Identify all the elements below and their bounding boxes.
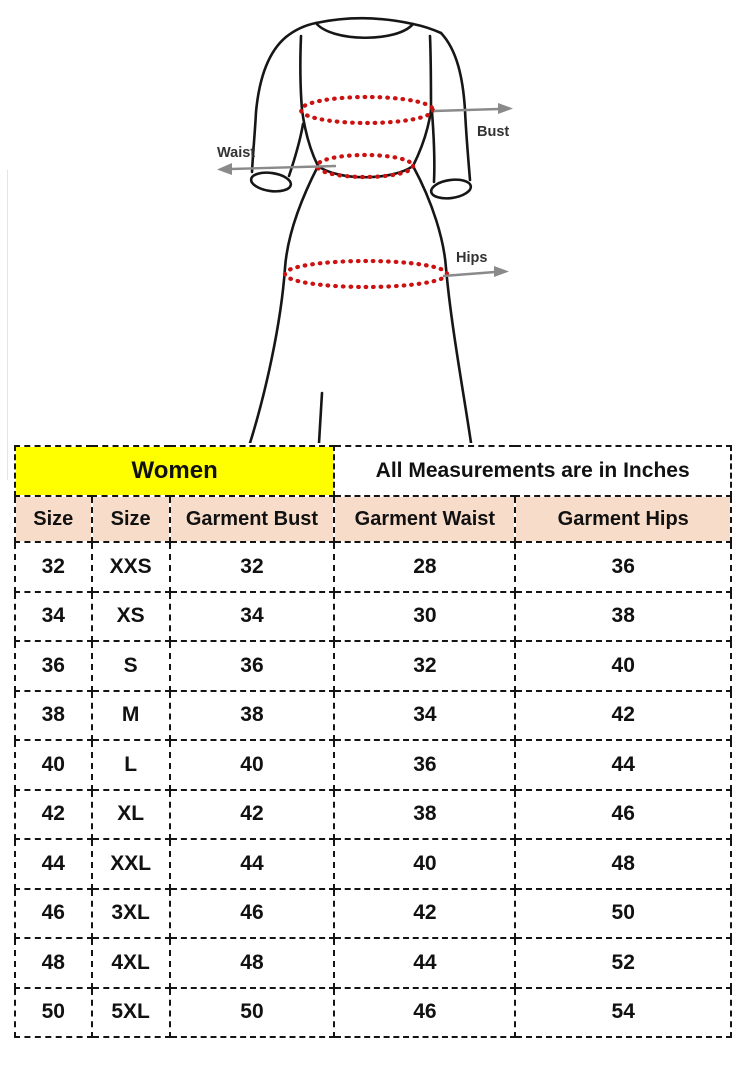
hips-measure-ellipse (285, 261, 447, 287)
table-row (15, 938, 731, 988)
table-cell: 54 (515, 988, 731, 1038)
table-cell: 34 (15, 592, 92, 642)
table-cell: 36 (15, 641, 92, 691)
table-cell: 34 (334, 691, 515, 741)
table-cell: 50 (170, 988, 335, 1038)
table-cell: L (92, 740, 170, 790)
table-cell: 32 (334, 641, 515, 691)
table-row (15, 542, 731, 592)
table-row (15, 641, 731, 691)
table-cell: 38 (170, 691, 335, 741)
dress-outline (250, 18, 472, 443)
table-cell: 44 (15, 839, 92, 889)
table-cell: 48 (15, 938, 92, 988)
table-cell: 44 (170, 839, 335, 889)
table-cell: 52 (515, 938, 731, 988)
column-header-row (15, 496, 731, 542)
table-cell: 38 (15, 691, 92, 741)
measurement-diagram (0, 0, 746, 443)
table-cell: 44 (334, 938, 515, 988)
column-header-garment-waist: Garment Waist (334, 496, 515, 542)
table-cell: 46 (15, 889, 92, 939)
table-cell: XXS (92, 542, 170, 592)
size-table-head (15, 446, 731, 542)
units-group-header: All Measurements are in Inches (334, 446, 731, 496)
table-cell: XXL (92, 839, 170, 889)
table-cell: 40 (334, 839, 515, 889)
table-cell: 3XL (92, 889, 170, 939)
table-cell: 40 (15, 740, 92, 790)
table-cell: 50 (15, 988, 92, 1038)
dress-figure-svg (0, 0, 746, 443)
table-row (15, 988, 731, 1038)
waist-label: Waist (217, 145, 256, 161)
table-cell: S (92, 641, 170, 691)
hips-arrow (443, 266, 509, 277)
table-cell: 50 (515, 889, 731, 939)
table-row (15, 839, 731, 889)
table-cell: 34 (170, 592, 335, 642)
table-cell: 42 (334, 889, 515, 939)
hips-label: Hips (456, 250, 488, 266)
table-cell: 42 (15, 790, 92, 840)
size-table-body (15, 542, 731, 1037)
table-cell: 38 (334, 790, 515, 840)
table-cell: 36 (515, 542, 731, 592)
table-row (15, 790, 731, 840)
table-cell: 38 (515, 592, 731, 642)
women-group-header: Women (15, 446, 334, 496)
column-header-size-number: Size (15, 496, 92, 542)
table-cell: XS (92, 592, 170, 642)
table-cell: 40 (515, 641, 731, 691)
table-cell: 48 (170, 938, 335, 988)
table-cell: 30 (334, 592, 515, 642)
bust-label: Bust (477, 124, 510, 140)
table-cell: 48 (515, 839, 731, 889)
table-cell: 46 (515, 790, 731, 840)
column-header-size-letter: Size (92, 496, 170, 542)
column-header-garment-bust: Garment Bust (170, 496, 335, 542)
group-header-row (15, 446, 731, 496)
table-cell: 5XL (92, 988, 170, 1038)
table-row (15, 691, 731, 741)
table-cell: 4XL (92, 938, 170, 988)
table-cell: 46 (170, 889, 335, 939)
table-cell: 40 (170, 740, 335, 790)
table-cell: 28 (334, 542, 515, 592)
size-table (14, 445, 732, 1038)
table-row (15, 592, 731, 642)
bust-arrow (434, 103, 513, 114)
table-cell: 32 (170, 542, 335, 592)
column-header-garment-hips: Garment Hips (515, 496, 731, 542)
table-cell: 42 (515, 691, 731, 741)
table-cell: 32 (15, 542, 92, 592)
table-row (15, 740, 731, 790)
table-cell: 46 (334, 988, 515, 1038)
table-cell: 42 (170, 790, 335, 840)
table-cell: 44 (515, 740, 731, 790)
table-cell: M (92, 691, 170, 741)
table-cell: 36 (334, 740, 515, 790)
table-row (15, 889, 731, 939)
table-cell: XL (92, 790, 170, 840)
table-cell: 36 (170, 641, 335, 691)
bust-measure-ellipse (301, 97, 433, 123)
